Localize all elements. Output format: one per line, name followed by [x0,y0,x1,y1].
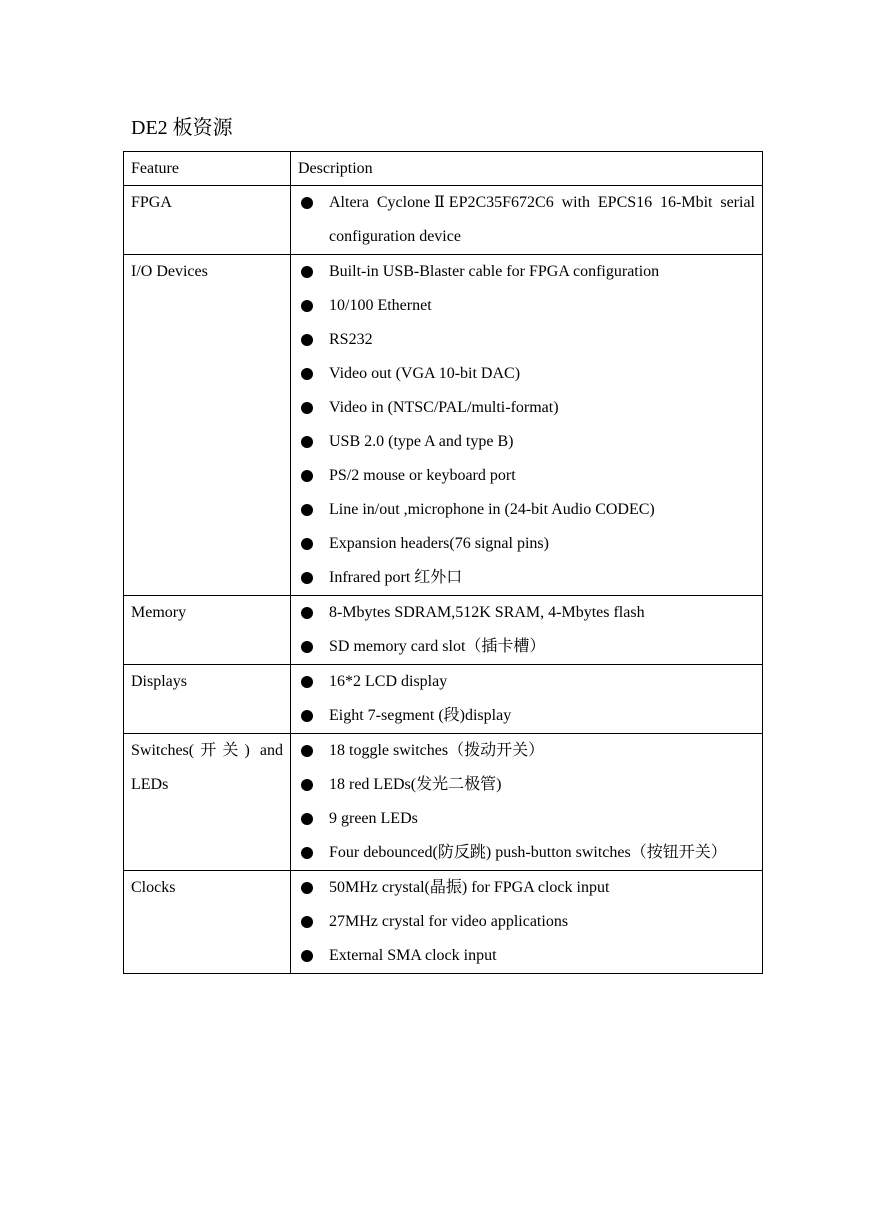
bullet-icon [301,950,313,962]
bullet-icon [301,676,313,688]
description-cell [291,596,763,665]
table-row [124,734,763,871]
list-item [298,871,755,905]
list-item [298,323,755,357]
feature-table [123,151,763,974]
item-text: RS232 [329,331,373,348]
list-item [298,734,755,768]
item-text: 50MHz crystal(晶振) for FPGA clock input [329,879,610,896]
table-row [124,871,763,974]
feature-label: Switches(开关) and LEDs [131,742,283,793]
bullet-icon [301,882,313,894]
list-item [298,493,755,527]
page-title: DE2 板资源 [131,117,233,139]
feature-cell [124,186,291,255]
bullet-icon [301,266,313,278]
item-text: SD memory card slot（插卡槽） [329,638,546,655]
bullet-icon [301,504,313,516]
description-cell [291,255,763,596]
item-text: Line in/out ,microphone in (24-bit Audio CODEC) [329,501,655,518]
feature-cell [124,255,291,596]
bullet-icon [301,572,313,584]
description-cell [291,734,763,871]
list-item [298,459,755,493]
description-cell [291,186,763,255]
bullet-icon [301,916,313,928]
list-item [298,802,755,836]
bullet-icon [301,607,313,619]
feature-cell [124,734,291,871]
list-item [298,425,755,459]
item-text: PS/2 mouse or keyboard port [329,467,516,484]
bullet-icon [301,300,313,312]
list-item [298,665,755,699]
bullet-icon [301,813,313,825]
feature-label: I/O Devices [131,263,208,280]
description-cell [291,871,763,974]
list-item [298,357,755,391]
item-text: External SMA clock input [329,947,497,964]
bullet-icon [301,779,313,791]
feature-cell [124,596,291,665]
bullet-icon [301,470,313,482]
feature-label: Displays [131,673,187,690]
bullet-icon [301,745,313,757]
feature-label: FPGA [131,194,172,211]
feature-cell [124,665,291,734]
list-item [298,836,755,870]
table-row [124,255,763,596]
item-text: Eight 7-segment (段)display [329,707,512,724]
bullet-icon [301,436,313,448]
item-text: Expansion headers(76 signal pins) [329,535,549,552]
table-row [124,596,763,665]
bullet-icon [301,402,313,414]
item-text: 16*2 LCD display [329,673,448,690]
bullet-icon [301,641,313,653]
description-cell [291,665,763,734]
item-text: Infrared port 红外口 [329,569,463,586]
bullet-icon [301,847,313,859]
item-text: 18 red LEDs(发光二极管) [329,776,502,793]
table-row [124,665,763,734]
item-text: Four debounced(防反跳) push-button switches（按钮开关） [329,844,727,861]
list-item [298,905,755,939]
list-item [298,391,755,425]
table-row [124,186,763,255]
bullet-icon [301,334,313,346]
bullet-icon [301,538,313,550]
item-text: Built-in USB-Blaster cable for FPGA configuration [329,263,660,280]
bullet-icon [301,197,313,209]
item-text: 9 green LEDs [329,810,418,827]
item-text: Video out (VGA 10-bit DAC) [329,365,521,382]
header-feature: Feature [124,152,291,186]
item-text: 18 toggle switches（拨动开关） [329,742,545,759]
list-item [298,596,755,630]
list-item [298,527,755,561]
feature-cell [124,871,291,974]
bullet-icon [301,710,313,722]
list-item [298,289,755,323]
list-item [298,939,755,973]
header-description: Description [291,152,763,186]
feature-label: Memory [131,604,187,621]
list-item [298,186,755,254]
feature-label: Clocks [131,879,176,896]
list-item [298,561,755,595]
list-item [298,699,755,733]
bullet-icon [301,368,313,380]
list-item [298,630,755,664]
item-text: Video in (NTSC/PAL/multi-format) [329,399,559,416]
table-header-row [124,152,763,186]
list-item [298,255,755,289]
item-text: USB 2.0 (type A and type B) [329,433,514,450]
item-text: Altera CycloneⅡEP2C35F672C6 with EPCS16 16-Mbit serial configuration device [329,194,755,245]
item-text: 27MHz crystal for video applications [329,913,569,930]
item-text: 10/100 Ethernet [329,297,432,314]
item-text: 8-Mbytes SDRAM,512K SRAM, 4-Mbytes flash [329,604,645,621]
list-item [298,768,755,802]
